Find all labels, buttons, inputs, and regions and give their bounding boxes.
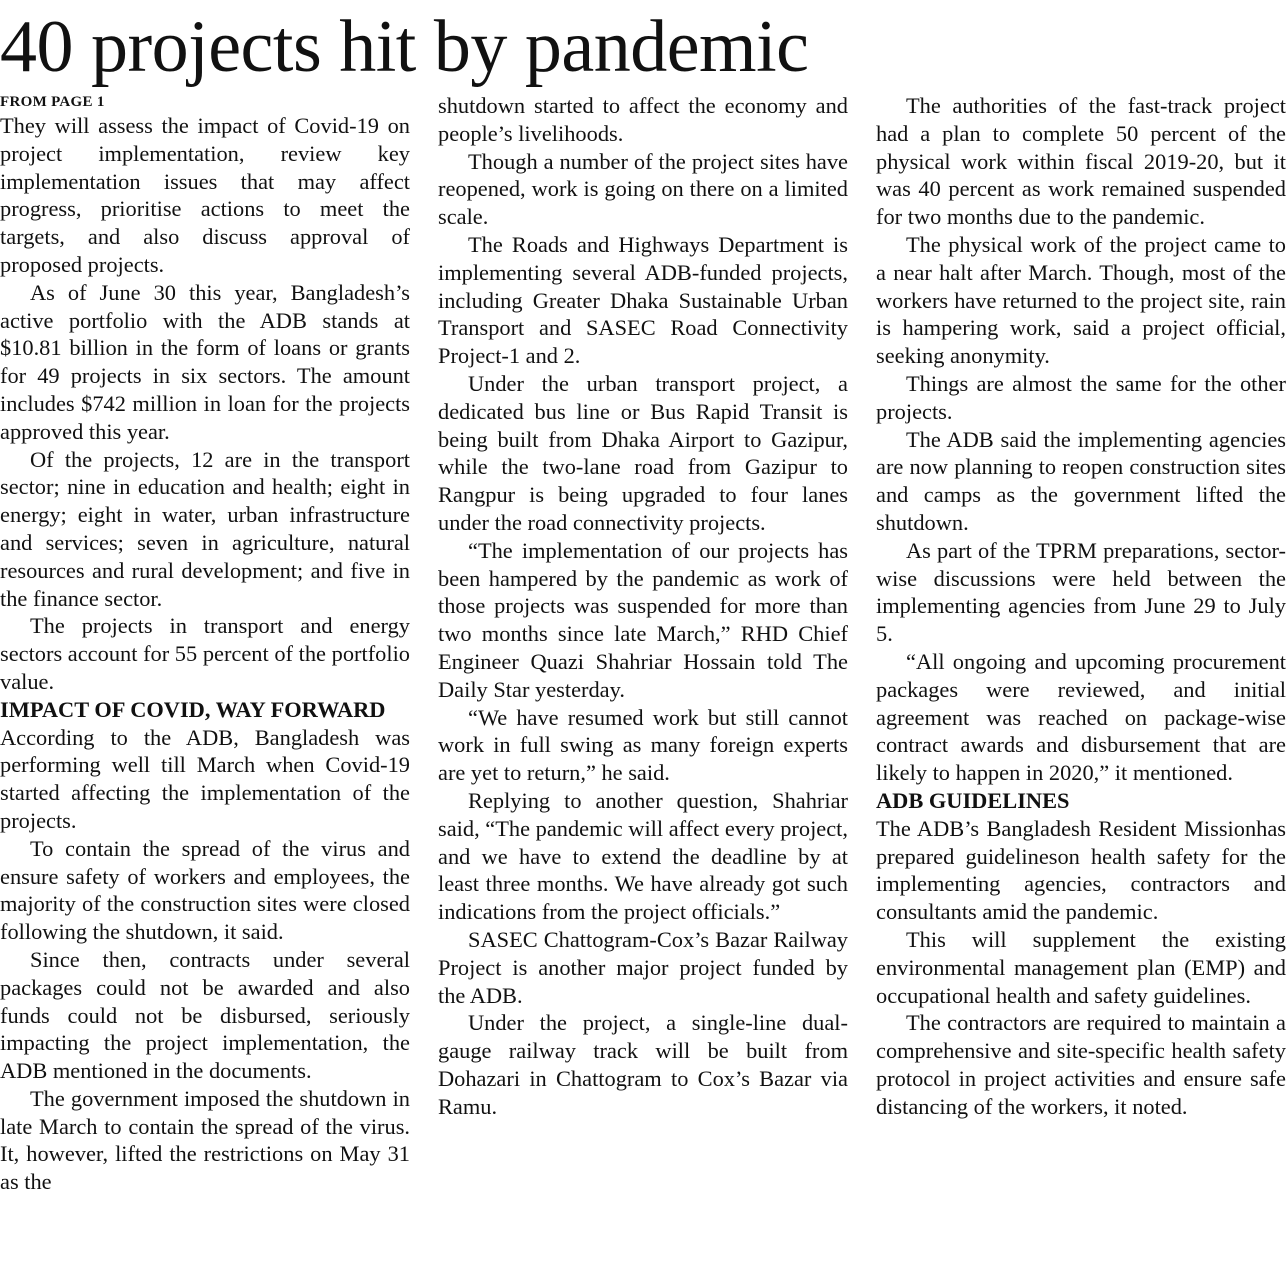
headline: 40 projects hit by pandemic xyxy=(0,6,809,88)
paragraph: SASEC Chattogram-Cox’s Bazar Railway Project is another major project funded by the ADB. xyxy=(438,926,848,1008)
paragraph: The contractors are required to maintain a comprehensive and site-specific health safety protocol in project activities and ensure safe distancing of the workers, it noted. xyxy=(876,1010,1286,1119)
paragraph: shutdown started to affect the economy and people’s livelihoods. xyxy=(438,93,848,146)
article-column-2 xyxy=(438,92,848,1120)
paragraph: As part of the TPRM preparations, sector-wise discussions were held between the implementing agencies from June 29 to July 5. xyxy=(876,537,1286,647)
paragraph: Replying to another question, Shahriar said, “The pandemic will affect every project, and we have to extend the deadline by at least three months. We have already got such indications from the project officials.” xyxy=(438,787,848,925)
paragraph: “All ongoing and upcoming procurement packages were reviewed, and initial agreement was reached on package-wise contract awards and disbursement that are likely to happen in 2020,” it mentioned. xyxy=(876,648,1286,786)
paragraph: They will assess the impact of Covid-19 on project implementation, review key implementation issues that may affect progress, prioritise actions to meet the targets, and also discuss approval of proposed projects. xyxy=(0,113,410,277)
article-column-3 xyxy=(876,92,1286,1120)
paragraph: As of June 30 this year, Bangladesh’s active portfolio with the ADB stands at $10.81 billion in the form of loans or grants for 49 projects in six sectors. The amount includes $742 million in loan for the projects approved this year. xyxy=(0,279,410,444)
paragraph: Under the project, a single-line dual-gauge railway track will be built from Dohazari in Chattogram to Cox’s Bazar via Ramu. xyxy=(438,1010,848,1119)
paragraph: Under the urban transport project, a dedicated bus line or Bus Rapid Transit is being built from Dhaka Airport to Gazipur, while the two-lane road from Gazipur to Rangpur is being upgraded to four lanes under the road connectivity projects. xyxy=(438,370,848,535)
subheading: IMPACT OF COVID, WAY FORWARD xyxy=(0,696,386,722)
paragraph: The authorities of the fast-track project had a plan to complete 50 percent of the physical work within fiscal 2019-20, but it was 40 percent as work remained suspended for two months due to the pandemic. xyxy=(876,93,1286,230)
paragraph: According to the ADB, Bangladesh was performing well till March when Covid-19 started affecting the implementation of the projects. xyxy=(0,724,410,833)
paragraph: The ADB’s Bangladesh Resident Missionhas prepared guidelineson health safety for the implementing agencies, contractors and consultants amid the pandemic. xyxy=(876,815,1286,925)
paragraph: Of the projects, 12 are in the transport sector; nine in education and health; eight in energy; eight in water, urban infrastructure and services; seven in agriculture, natural resources and rural development; and five in the finance sector. xyxy=(0,446,410,611)
dateline: FROM PAGE 1 xyxy=(0,94,105,110)
paragraph: “We have resumed work but still cannot work in full swing as many foreign experts are yet to return,” he said. xyxy=(438,704,848,786)
paragraph: To contain the spread of the virus and ensure safety of workers and employees, the majority of the construction sites were closed following the shutdown, it said. xyxy=(0,835,410,945)
paragraph: The Roads and Highways Department is implementing several ADB-funded projects, including Greater Dhaka Sustainable Urban Transport and SASEC Road Connectivity Project-1 and 2. xyxy=(438,231,848,369)
paragraph: “The implementation of our projects has been hampered by the pandemic as work of those projects was suspended for more than two months since late March,” RHD Chief Engineer Quazi Shahriar Hossain told The Daily Star yesterday. xyxy=(438,537,848,702)
paragraph: The projects in transport and energy sectors account for 55 percent of the portfolio value. xyxy=(0,613,410,694)
paragraph: The physical work of the project came to a near halt after March. Though, most of the workers have returned to the project site, rain is hampering work, said a project official, seeking anonymity. xyxy=(876,231,1286,369)
paragraph: The government imposed the shutdown in late March to contain the spread of the virus. It, however, lifted the restrictions on May 31 as the xyxy=(0,1085,410,1195)
paragraph: The ADB said the implementing agencies are now planning to reopen construction sites and camps as the government lifted the shutdown. xyxy=(876,426,1286,535)
paragraph: This will supplement the existing environmental management plan (EMP) and occupational health and safety guidelines. xyxy=(876,926,1286,1008)
article-column-1 xyxy=(0,92,410,1196)
paragraph: Things are almost the same for the other projects. xyxy=(876,370,1286,424)
paragraph: Since then, contracts under several packages could not be awarded and also funds could not be disbursed, seriously impacting the project implementation, the ADB mentioned in the documents. xyxy=(0,946,410,1084)
paragraph: Though a number of the project sites have reopened, work is going on there on a limited scale. xyxy=(438,148,848,230)
subheading: ADB GUIDELINES xyxy=(876,787,1070,813)
